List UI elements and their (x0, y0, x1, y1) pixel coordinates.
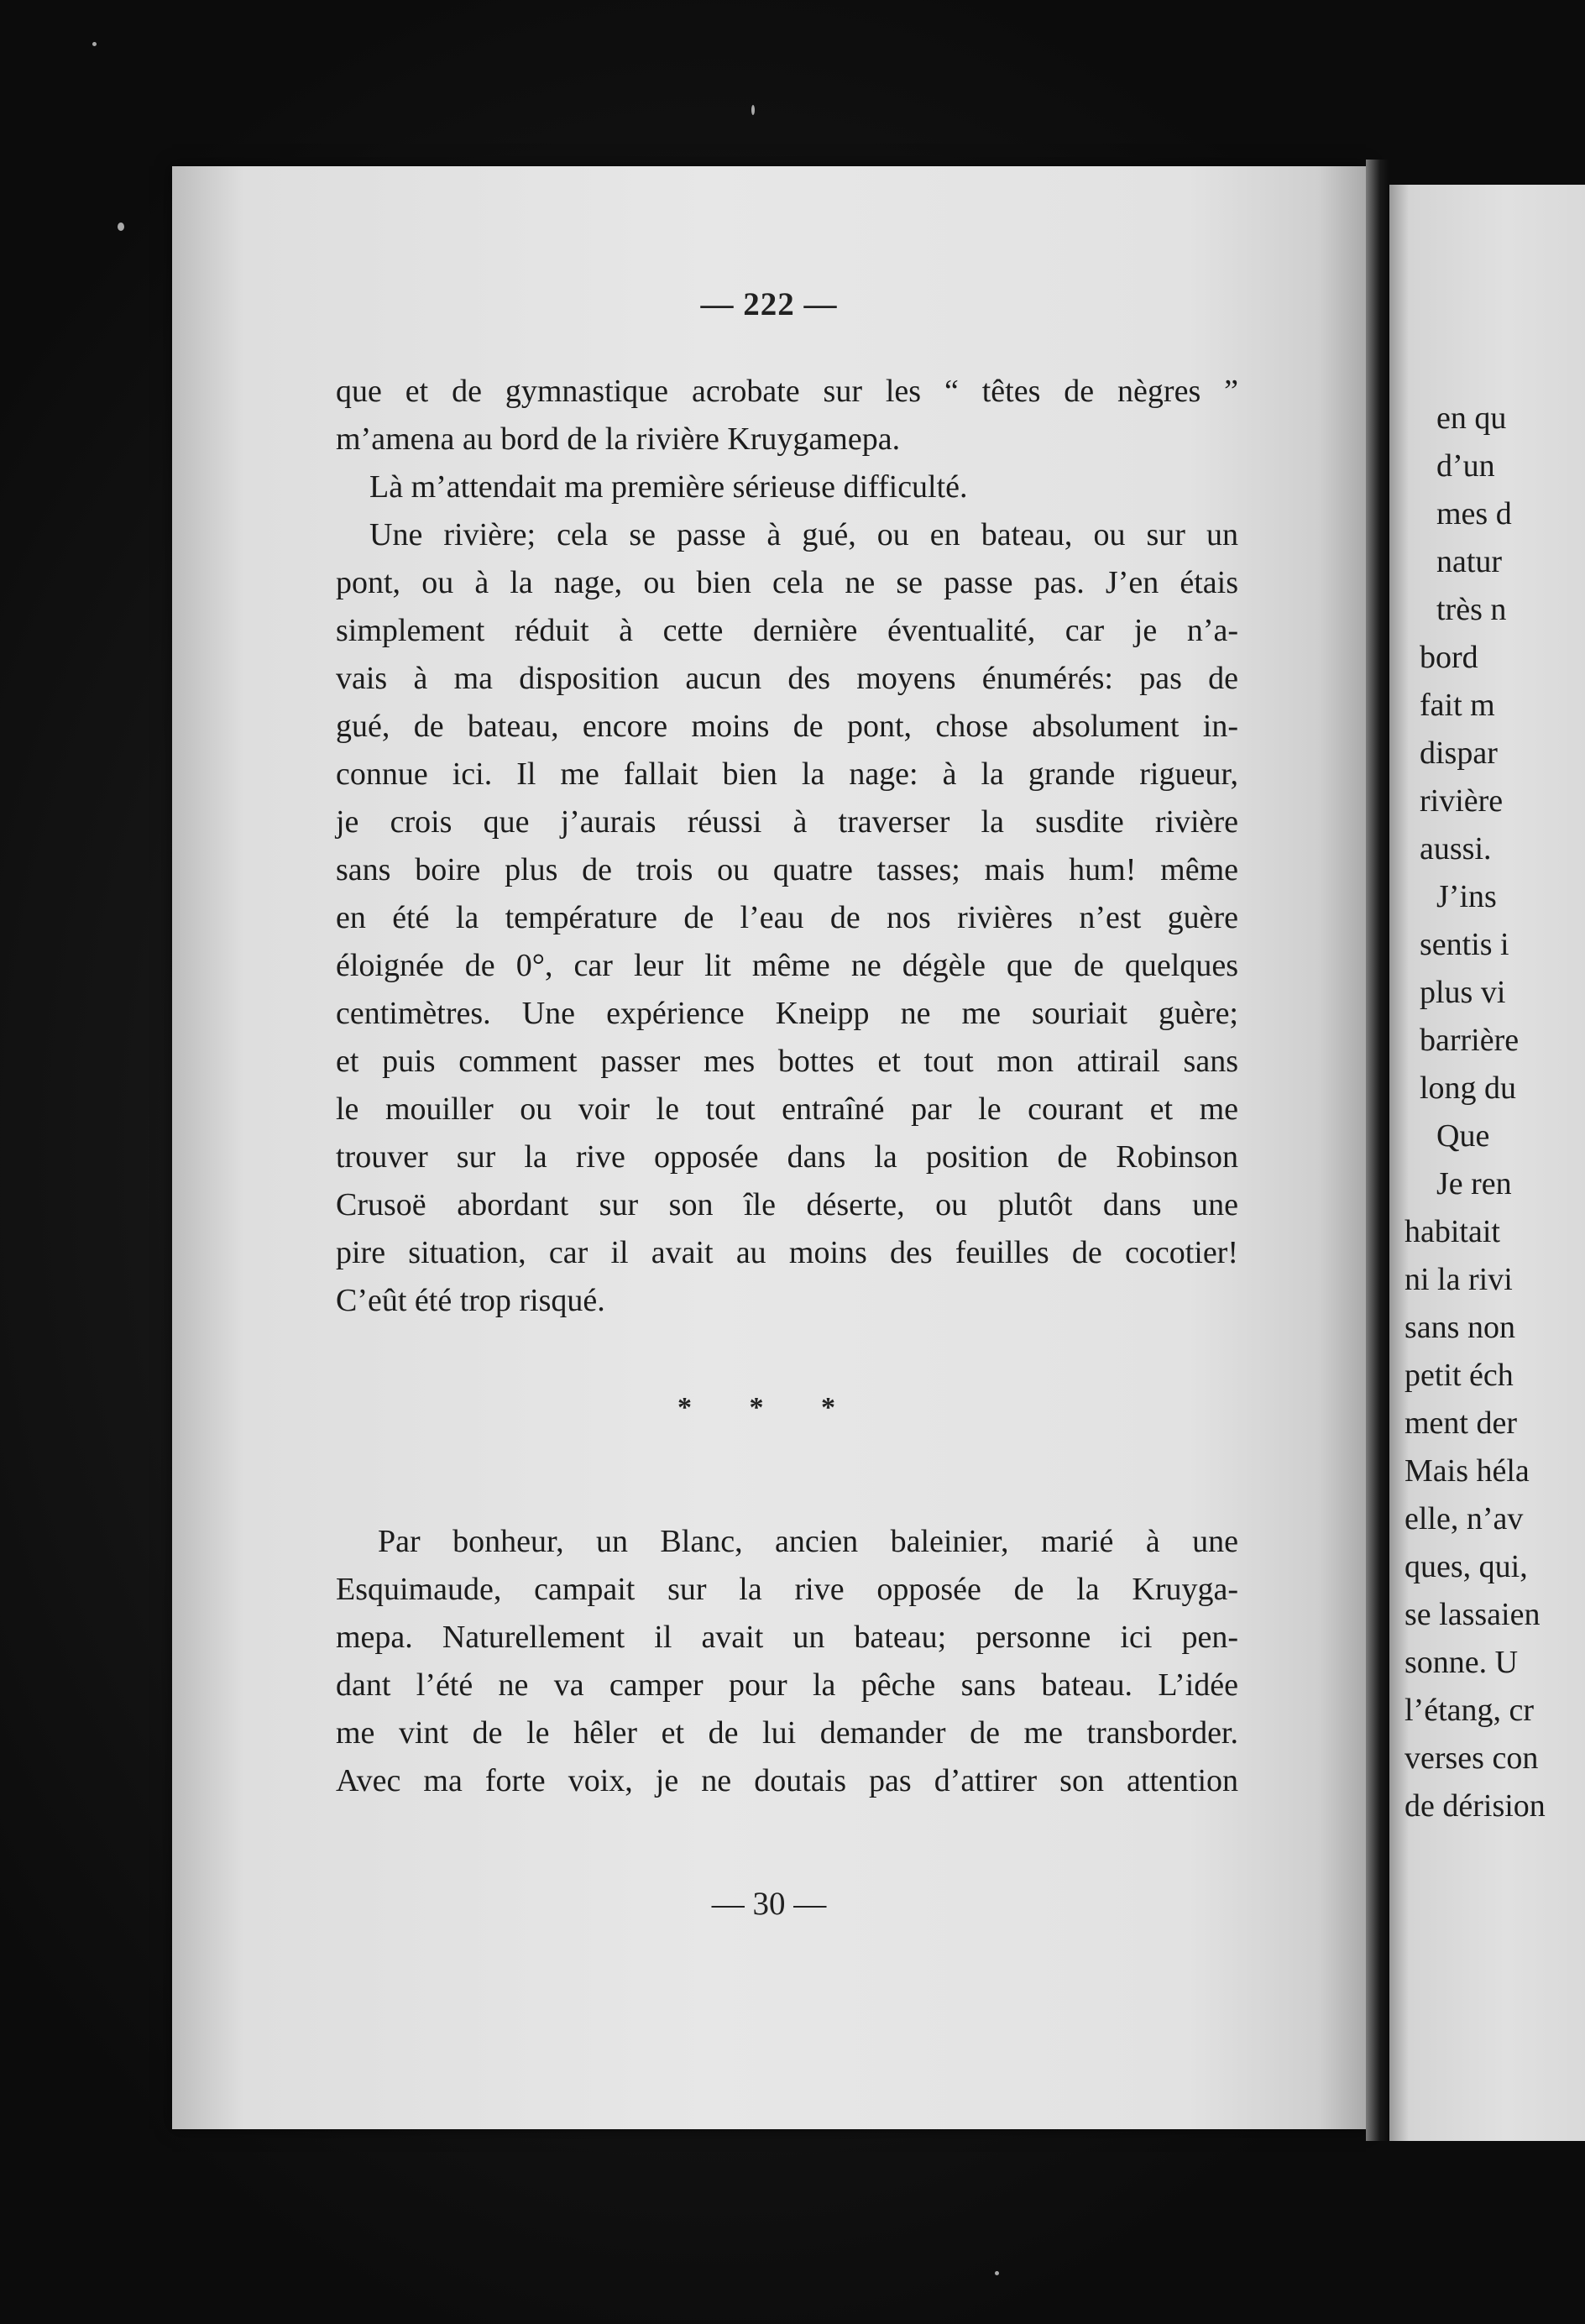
left-page (172, 166, 1366, 2129)
text-fragment: sans non (1405, 1310, 1515, 1345)
text-line: vais à ma disposition aucun des moyens énumérés: pas de (336, 661, 1238, 696)
dust-speck (751, 105, 755, 115)
text-fragment: fait m (1420, 688, 1495, 723)
text-line: le mouiller ou voir le tout entraîné par le courant et me (336, 1091, 1238, 1127)
text-fragment: dispar (1420, 735, 1498, 771)
text-fragment: rivière (1420, 783, 1504, 819)
text-fragment: J’ins (1436, 879, 1497, 914)
text-line: connue ici. Il me fallait bien la nage: à la grande rigueur, (336, 756, 1238, 792)
body-text-before-break (336, 368, 1238, 1325)
text-line: me vint de le hêler et de lui demander de me transborder. (336, 1715, 1238, 1751)
text-fragment: aussi. (1420, 831, 1492, 866)
text-fragment: sonne. U (1405, 1645, 1519, 1680)
right-page-text (1405, 395, 1546, 1830)
text-line: éloignée de 0°, car leur lit même ne dégèle que de quelques (336, 948, 1238, 983)
text-line: je crois que j’aurais réussi à traverser la susdite rivière (336, 804, 1238, 840)
text-line: C’eût été trop risqué. (336, 1283, 605, 1318)
text-line: trouver sur la rive opposée dans la position de Robinson (336, 1139, 1238, 1175)
dust-speck (118, 222, 124, 231)
text-line: dant l’été ne va camper pour la pêche sans bateau. L’idée (336, 1667, 1238, 1703)
text-line: Avec ma forte voix, je ne doutais pas d’attirer son attention (336, 1763, 1238, 1798)
text-fragment: d’un (1436, 448, 1495, 484)
page-number: — 30 — (711, 1886, 827, 1922)
text-line: sans boire plus de trois ou quatre tasses; mais hum! même (336, 852, 1238, 887)
text-line: que et de gymnastique acrobate sur les “ têtes de nègres ” (336, 374, 1238, 409)
text-line: gué, de bateau, encore moins de pont, chose absolument in- (336, 709, 1238, 744)
text-fragment: barrière (1420, 1023, 1520, 1058)
text-fragment: l’étang, cr (1405, 1693, 1535, 1728)
dust-speck (92, 42, 97, 46)
text-fragment: Je ren (1436, 1166, 1512, 1201)
text-line: Une rivière; cela se passe à gué, ou en bateau, ou sur un (369, 517, 1238, 552)
text-fragment: bord (1420, 640, 1478, 675)
right-page-cropped (1389, 185, 1585, 2141)
text-line: Là m’attendait ma première sérieuse difficulté. (369, 469, 968, 505)
running-head: — 222 — (700, 286, 838, 322)
text-fragment: elle, n’av (1405, 1501, 1524, 1536)
text-line: simplement réduit à cette dernière éventualité, car je n’a- (336, 613, 1238, 648)
text-fragment: verses con (1405, 1740, 1539, 1776)
section-break-asterisks: * * * (677, 1392, 861, 1423)
book-gutter (1366, 160, 1389, 2141)
text-fragment: natur (1436, 544, 1503, 579)
dust-speck (995, 2271, 999, 2275)
text-line: pire situation, car il avait au moins des feuilles de cocotier! (336, 1235, 1238, 1270)
text-fragment: Mais héla (1405, 1453, 1530, 1489)
text-fragment: très n (1436, 592, 1507, 627)
text-fragment: ques, qui, (1405, 1549, 1528, 1584)
text-line: m’amena au bord de la rivière Kruygamepa. (336, 421, 901, 457)
text-fragment: petit éch (1405, 1358, 1514, 1393)
text-line: centimètres. Une expérience Kneipp ne me souriait guère; (336, 996, 1238, 1031)
text-line: pont, ou à la nage, ou bien cela ne se passe pas. J’en étais (336, 565, 1238, 600)
text-fragment: de dérision (1405, 1788, 1546, 1824)
text-fragment: ment der (1405, 1405, 1518, 1441)
text-fragment: ni la rivi (1405, 1262, 1513, 1297)
text-line: Par bonheur, un Blanc, ancien baleinier, marié à une (378, 1524, 1238, 1559)
text-fragment: se lassaien (1405, 1597, 1541, 1632)
text-line: mepa. Naturellement il avait un bateau; personne ici pen- (336, 1620, 1238, 1655)
text-fragment: sentis i (1420, 927, 1509, 962)
text-fragment: plus vi (1420, 975, 1506, 1010)
text-line: Crusoë abordant sur son île déserte, ou plutôt dans une (336, 1187, 1238, 1222)
text-line: Esquimaude, campait sur la rive opposée de la Kruyga- (336, 1572, 1238, 1607)
text-line: et puis comment passer mes bottes et tout mon attirail sans (336, 1044, 1238, 1079)
text-fragment: mes d (1436, 496, 1512, 531)
text-fragment: long du (1420, 1070, 1517, 1106)
text-fragment: en qu (1436, 400, 1507, 436)
text-line: en été la température de l’eau de nos rivières n’est guère (336, 900, 1238, 935)
text-fragment: Que (1436, 1118, 1490, 1154)
body-text-after-break (336, 1518, 1238, 1805)
text-fragment: habitait (1405, 1214, 1500, 1249)
